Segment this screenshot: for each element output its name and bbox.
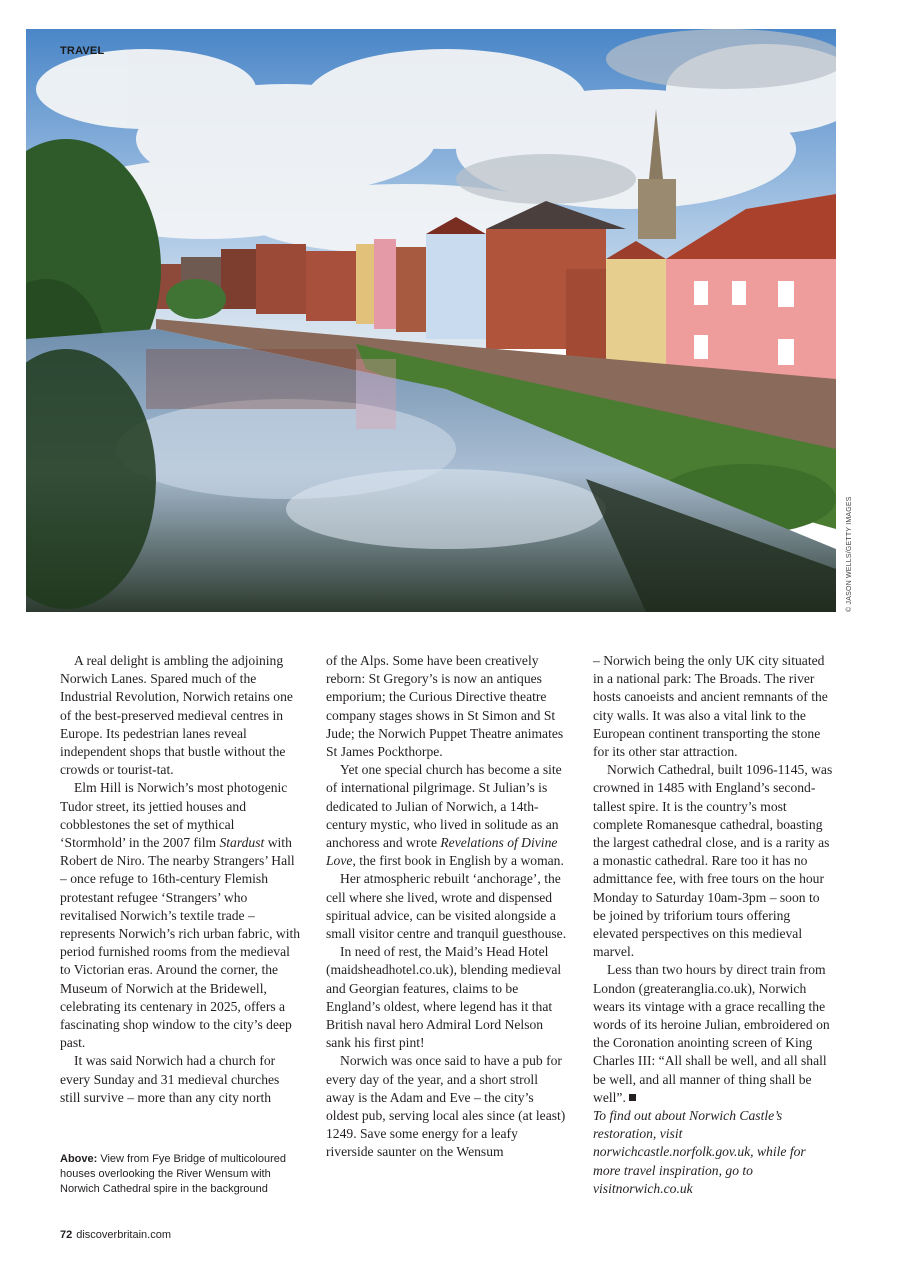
section-tag: TRAVEL xyxy=(60,45,105,57)
paragraph: It was said Norwich had a church for every Sunday and 31 medieval churches still survive – more than any city north xyxy=(60,1053,280,1105)
paragraph: A real delight is ambling the adjoining Norwich Lanes. Spared much of the Industrial Revolution, Norwich retains one of the best-preserved medieval centres in Europe. Its pedestrian lanes reveal independent shops that bustle without the crowds or tourist-tat. xyxy=(60,653,293,778)
river-wensum-illustration xyxy=(26,29,836,612)
caption-label: Above: xyxy=(60,1153,98,1165)
end-mark-icon xyxy=(629,1094,636,1101)
article-column-2 xyxy=(326,652,568,1162)
closing-note: To find out about Norwich Castle’s restoration, visit norwichcastle.norfolk.gov.uk, while for more travel inspiration, go to visitnorwich.co.uk xyxy=(593,1108,806,1196)
page-footer xyxy=(60,1229,171,1241)
page-number: 72 xyxy=(60,1229,73,1241)
article-column-1 xyxy=(60,652,302,1107)
paragraph: Norwich Cathedral, built 1096-1145, was crowned in 1485 with England’s second-tallest spire. It is the country’s most complete Romanesque cathedral, boasting the largest cathedral close, and is a rarity as a monastic cathedral. Rare too it has no admittance fee, with free tours on the hour Monday to Saturday 10am-3pm – soon to be joined by triforium tours offering elevated perspectives on this medieval marvel. xyxy=(593,762,833,960)
paragraph: Yet one special church has become a site of international pilgrimage. St Julian’s is dedicated to Julian of Norwich, a 14th-century mystic, who lived in solitude as an anchoress and wrote Revelations of Divine Love, the first book in English by a woman. xyxy=(326,762,564,869)
paragraph: – Norwich being the only UK city situated in a national park: The Broads. The river hosts canoeists and ancient remnants of the city walls. It was also a vital link to the European continent transporting the stone for its other star attraction. xyxy=(593,653,828,760)
article-column-3 xyxy=(593,652,835,1198)
paragraph: Norwich was once said to have a pub for every day of the year, and a short stroll away is the Adam and Eve – the city’s oldest pub, serving local ales since (at least) 1249. Save some energy for a leafy riverside saunter on the Wensum xyxy=(326,1053,566,1160)
photo-caption xyxy=(60,1152,305,1197)
caption-text: View from Fye Bridge of multicoloured houses overlooking the River Wensum with Norwich Cathedral spire in the background xyxy=(60,1153,286,1195)
photo-credit: © JASON WELLS/GETTY IMAGES xyxy=(846,496,853,612)
paragraph: Elm Hill is Norwich’s most photogenic Tudor street, its jettied houses and cobblestones the set of mythical ‘Stormhold’ in the 2007 film Stardust with Robert de Niro. The nearby Strangers’ Hall – once refuge to 16th-century Flemish protestant refugee ‘Strangers’ who revitalised Norwich’s textile trade – represents Norwich’s rich urban fabric, with period furnished rooms from the medieval to Victorian eras. Around the corner, the Museum of Norwich at the Bridewell, celebrating its centenary in 2025, offers a fascinating shop window to the city’s deep past. xyxy=(60,780,301,1051)
site-name: discoverbritain.com xyxy=(76,1229,172,1241)
hero-photo xyxy=(26,29,836,612)
paragraph: Less than two hours by direct train from London (greateranglia.co.uk), Norwich wears its vintage with a grace recalling the words of its heroine Julian, embroidered on the Coronation anointing screen of King Charles III: “All shall be well, and all shall be well, and all manner of thing shall be well”. xyxy=(593,962,830,1105)
paragraph: Her atmospheric rebuilt ‘anchorage’, the cell where she lived, wrote and dispensed spiritual advice, can be visited alongside a small visitor centre and tranquil guesthouse. xyxy=(326,871,567,942)
paragraph: In need of rest, the Maid’s Head Hotel (maidsheadhotel.co.uk), blending medieval and Georgian features, claims to be England’s oldest, where legend has it that British naval hero Admiral Lord Nelson sank his first pint! xyxy=(326,944,562,1051)
paragraph: of the Alps. Some have been creatively reborn: St Gregory’s is now an antiques emporium; the Curious Directive theatre company stages shows in St Simon and St Jude; the Norwich Puppet Theatre animates St James Pockthorpe. xyxy=(326,653,564,760)
